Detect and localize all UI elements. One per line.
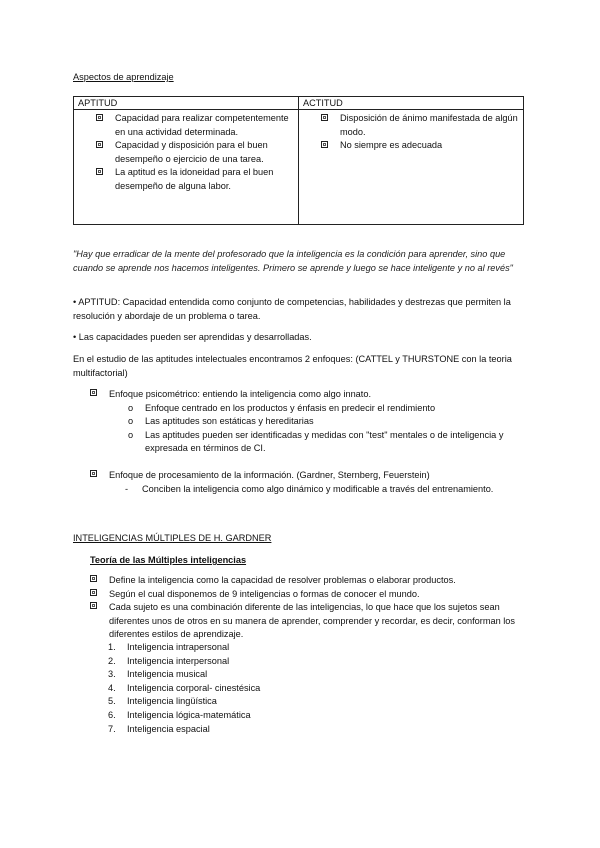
list-item (78, 112, 294, 139)
list-item-text: Disposición de ánimo manifestada de algún modo. (340, 113, 518, 137)
circle-bullet-icon: o (128, 416, 134, 427)
estudio-paragraph: En el estudio de las aptitudes intelectuales encontramos 2 enfoques: (CATTEL y THURSTONE con la teoria multifactorial) (73, 354, 512, 378)
list-number: 2. (108, 655, 116, 666)
list-item (303, 112, 519, 139)
procesamiento-section (90, 469, 530, 496)
list-item-text: Según el cual disponemos de 9 inteligencias o formas de conocer el mundo. (109, 588, 420, 599)
actitud-list (303, 112, 519, 154)
list-item-text: Las aptitudes pueden ser identificadas y medidas con "test" mentales o de inteligencia y expresada en términos de CI. (145, 429, 504, 454)
list-number: 3. (108, 669, 116, 680)
list-item (90, 588, 530, 602)
list-item-text: Inteligencia intrapersonal (127, 642, 230, 652)
psicometrico-heading: Enfoque psicométrico: entiendo la inteligencia como algo innato. (109, 389, 372, 399)
page-title: Aspectos de aprendizaje (73, 72, 174, 82)
psicometrico-section (90, 388, 530, 456)
checkbox-bullet-icon (96, 141, 103, 148)
procesamiento-heading: Enfoque de procesamiento de la información. (Gardner, Sternberg, Feuerstein) (109, 470, 430, 480)
psicometrico-list (128, 402, 530, 456)
checkbox-bullet-icon (90, 589, 97, 596)
list-item-text: Inteligencia lógica-matemática (127, 709, 251, 720)
checkbox-bullet-icon (321, 114, 328, 121)
list-item (303, 139, 519, 154)
list-item-text: Inteligencia musical (127, 669, 208, 680)
im-bullet-list (90, 574, 530, 642)
list-item-text: Capacidad y disposición para el buen desempeño o ejercicio de una tarea. (115, 140, 268, 164)
list-item-text: Enfoque centrado en los productos y énfasis en predecir el rendimiento (145, 402, 436, 413)
aptitud-cell (74, 110, 299, 225)
list-item (108, 641, 260, 655)
aptitud-list (78, 112, 294, 194)
list-item (108, 682, 260, 696)
section-subheading: Teoría de las Múltiples inteligencias (90, 555, 247, 565)
list-item-text: Conciben la inteligencia como algo dinámico y modificable a través del entrenamiento. (142, 483, 494, 494)
list-item-text: No siempre es adecuada (340, 140, 443, 151)
list-item (78, 139, 294, 166)
checkbox-bullet-icon (96, 168, 103, 175)
intelligences-numbered-list (108, 641, 260, 736)
checkbox-bullet-icon (90, 470, 97, 477)
section-head (90, 469, 530, 483)
section-head (90, 388, 530, 402)
aptitud-definition: • APTITUD: Capacidad entendida como conjunto de competencias, habilidades y destrezas que permiten la resolución y abordaje de un problema o tarea. (73, 297, 511, 321)
list-item-text: Cada sujeto es una combinación diferente de las inteligencias, lo que hace que los sujetos sean diferentes unos de otros en su manera de aprender, comprender y recordar, es decir, conforman los diferentes estilos de aprendizaje. (109, 602, 516, 640)
list-item (108, 668, 260, 682)
capacidades-paragraph: • Las capacidades pueden ser aprendidas y desarrolladas. (73, 332, 312, 342)
list-item-text: Inteligencia lingüística (127, 696, 217, 707)
table-header-aptitud: APTITUD (74, 97, 299, 110)
list-item (125, 483, 530, 497)
list-item-text: Inteligencia corporal- cinestésica (127, 682, 261, 693)
list-item (78, 166, 294, 193)
list-item (90, 574, 530, 588)
actitud-cell (299, 110, 524, 225)
circle-bullet-icon: o (128, 402, 134, 413)
list-number: 4. (108, 682, 116, 693)
aptitud-actitud-table (73, 96, 524, 225)
checkbox-bullet-icon (90, 389, 97, 396)
list-item (128, 429, 530, 456)
list-item (108, 695, 260, 709)
list-item (128, 415, 530, 429)
checkbox-bullet-icon (90, 602, 97, 609)
list-number: 6. (108, 709, 116, 720)
quote-paragraph: "Hay que erradicar de la mente del profesorado que la inteligencia es la condición para aprender, sino que cuando se aprende nos hacemos inteligentes. Primero se aprende y luego se hace inteligente y no al revés" (73, 249, 513, 273)
list-item-text: Define la inteligencia como la capacidad de resolver problemas o elaborar productos. (109, 575, 456, 585)
procesamiento-list (125, 483, 530, 497)
list-number: 1. (108, 642, 116, 652)
dash-bullet-icon: - (125, 483, 129, 494)
list-item (108, 655, 260, 669)
list-item (90, 601, 530, 642)
checkbox-bullet-icon (90, 575, 97, 582)
list-number: 5. (108, 696, 116, 707)
list-number: 7. (108, 723, 116, 734)
list-item-text: Capacidad para realizar competentemente en una actividad determinada. (115, 113, 289, 137)
checkbox-bullet-icon (96, 114, 103, 121)
list-item (108, 709, 260, 723)
list-item (108, 723, 260, 737)
list-item-text: Inteligencia interpersonal (127, 655, 230, 666)
circle-bullet-icon: o (128, 429, 134, 440)
section-heading: INTELIGENCIAS MÚLTIPLES DE H. GARDNER (73, 533, 272, 543)
list-item-text: Las aptitudes son estáticas y hereditarias (145, 416, 314, 427)
list-item-text: La aptitud es la idoneidad para el buen desempeño de alguna labor. (115, 167, 274, 192)
checkbox-bullet-icon (321, 141, 328, 148)
list-item (128, 402, 530, 416)
list-item-text: Inteligencia espacial (127, 723, 210, 734)
table-header-actitud: ACTITUD (299, 97, 524, 110)
